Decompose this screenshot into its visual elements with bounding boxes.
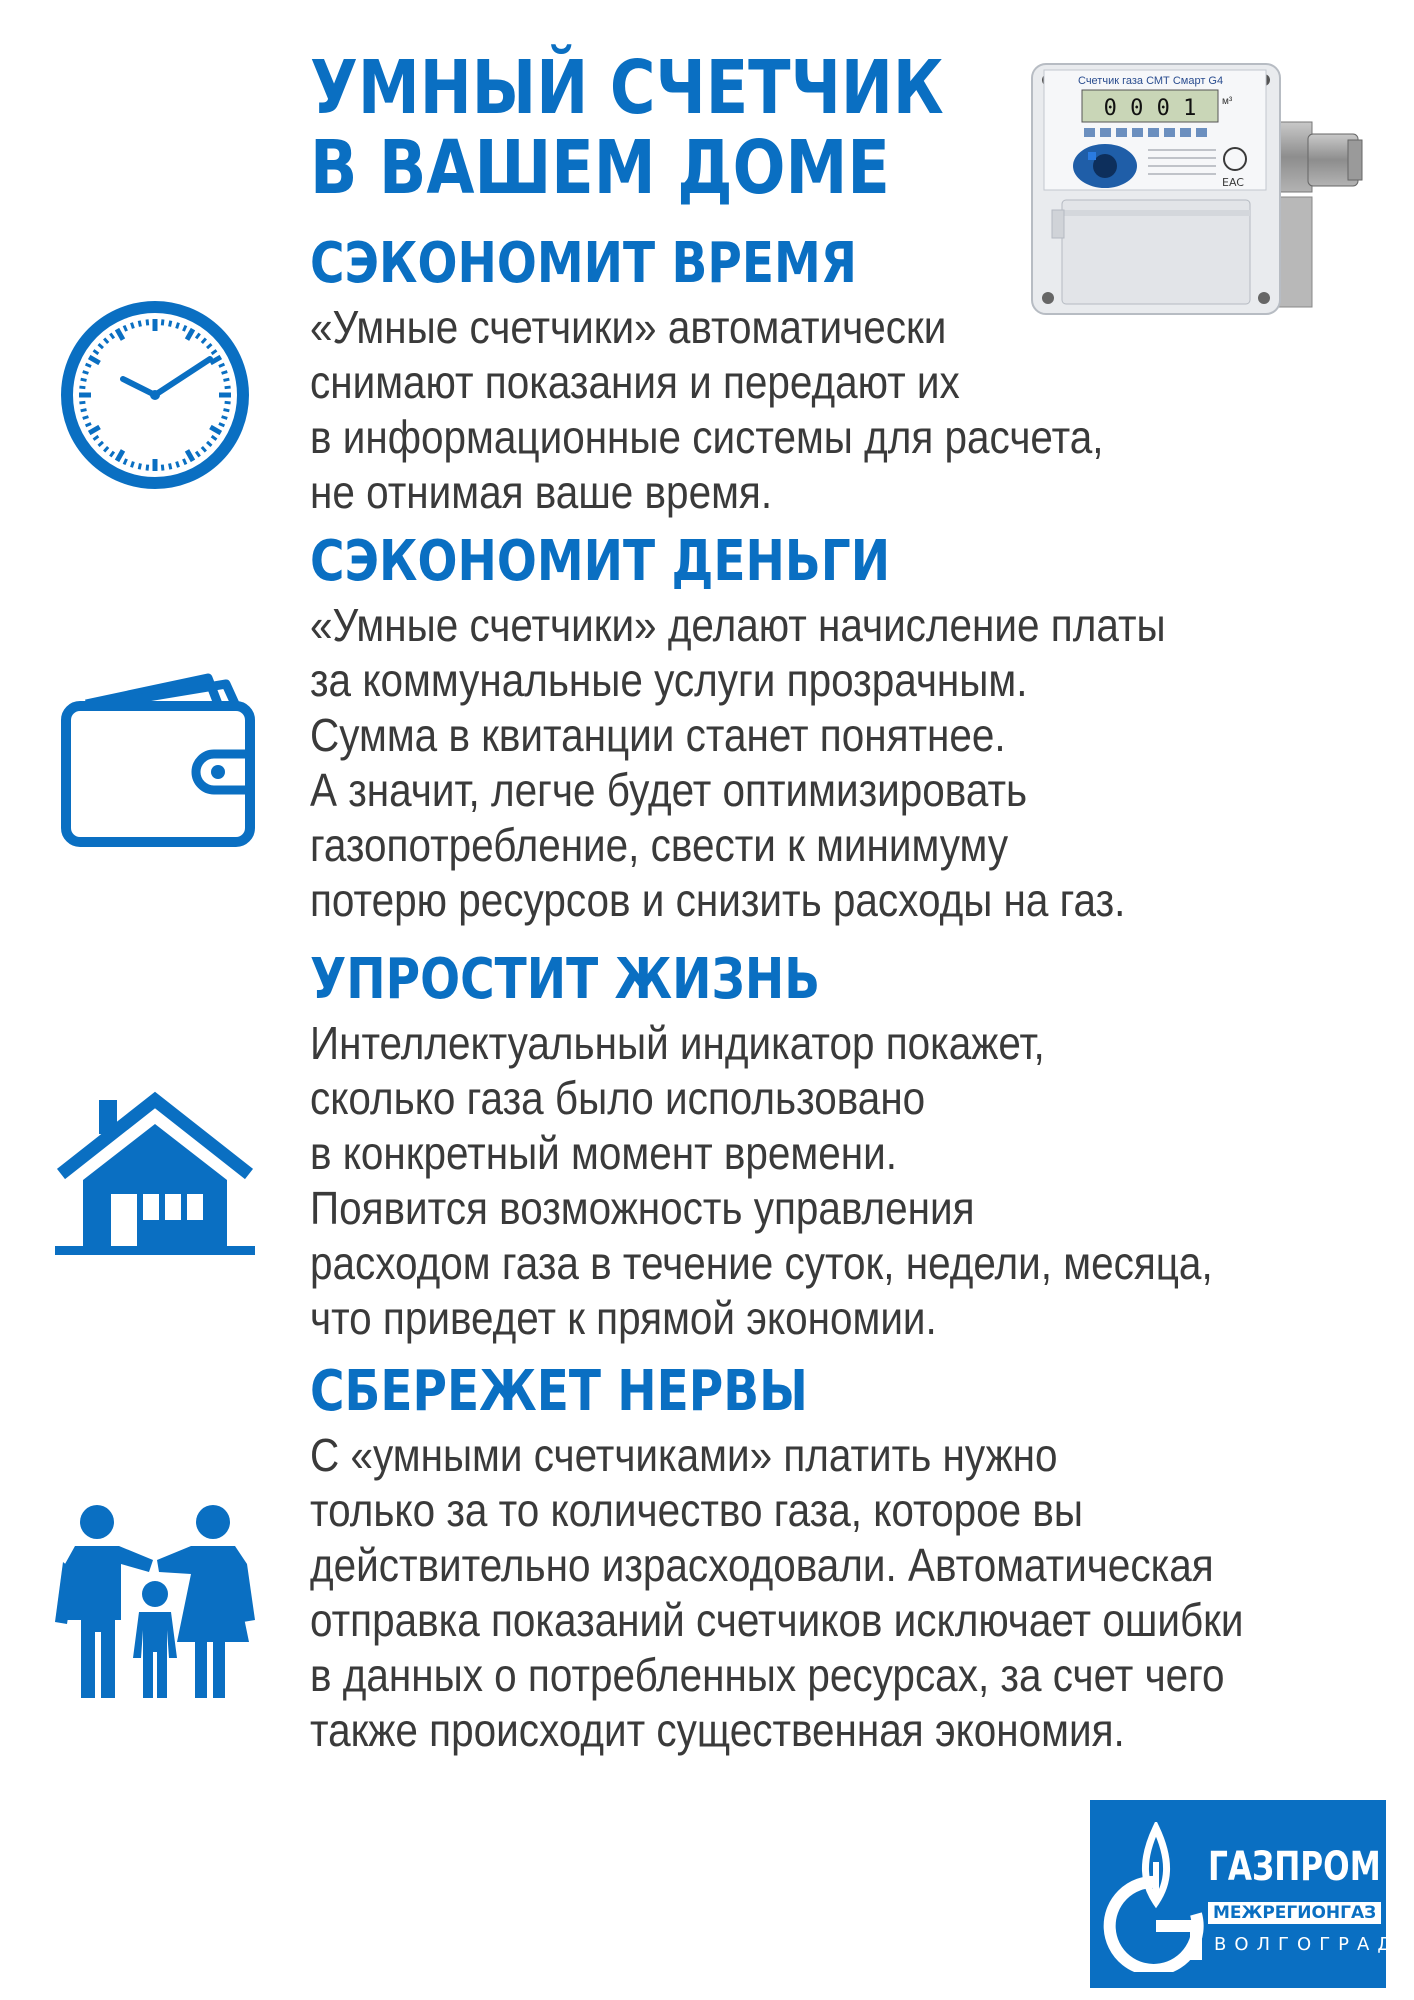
section-heading: УПРОСТИТ ЖИЗНЬ: [310, 947, 821, 1012]
wallet-icon: [58, 672, 258, 852]
clock-tick: [196, 452, 200, 457]
clock-tick: [124, 459, 126, 464]
clock-tick: [162, 465, 163, 471]
clock-tick: [202, 447, 206, 451]
title-line-1: УМНЫЙ СЧЕТЧИК: [310, 45, 944, 131]
clock-tick: [170, 321, 171, 327]
title-line-2: В ВАШЕМ ДОМЕ: [310, 125, 890, 211]
clock-tick: [219, 364, 224, 366]
clock-tick: [207, 344, 211, 348]
meter-display: 0 0 0 1: [1103, 96, 1197, 121]
clock-tick: [117, 329, 123, 339]
section-text-line: что приведет к прямой экономии.: [310, 1292, 937, 1344]
clock-tick: [110, 452, 114, 457]
clock-tick: [89, 357, 99, 363]
section-save-nerves: [310, 1360, 1371, 1758]
logo-brand: ГАЗПРОМ: [1208, 1844, 1381, 1890]
clock-tick: [147, 465, 148, 471]
clock-tick: [212, 350, 217, 354]
clock-tick: [79, 402, 85, 403]
clock-tick: [223, 410, 229, 411]
clock-tick: [104, 447, 108, 451]
section-text-line: потерю ресурсов и снизить расходы на газ.: [310, 874, 1126, 926]
clock-tick: [225, 402, 231, 403]
section-save-money: [310, 530, 1282, 928]
section-text-line: в конкретный момент времени.: [310, 1127, 897, 1179]
meter-unit: м³: [1222, 96, 1233, 107]
gazprom-logo: [1090, 1800, 1400, 1988]
clock-tick: [219, 423, 224, 425]
clock-tick: [124, 326, 126, 331]
clock-tick: [89, 427, 99, 433]
section-heading: СБЕРЕЖЕТ НЕРВЫ: [310, 1359, 808, 1424]
logo-city: ВОЛГОГРАД: [1214, 1934, 1400, 1955]
clock-tick: [177, 323, 179, 329]
section-text-line: С «умными счетчиками» платить нужно: [310, 1429, 1058, 1481]
clock-tick: [99, 344, 103, 348]
section-text-line: Сумма в квитанции станет понятнее.: [310, 709, 1006, 761]
clock-tick: [177, 462, 179, 468]
section-text-line: «Умные счетчики» делают начисление платы: [310, 599, 1166, 651]
clock-tick: [187, 329, 193, 339]
section-text-line: сколько газа было использовано: [310, 1072, 926, 1124]
clock-tick: [162, 319, 163, 325]
clock-tick: [132, 462, 134, 468]
page-title: [310, 45, 944, 211]
section-text-line: снимают показания и передают их: [310, 356, 960, 408]
clock-tick: [99, 442, 103, 446]
clock-tick: [94, 350, 99, 354]
section-text-line: также происходит существенная экономия.: [310, 1704, 1125, 1756]
section-text-line: расходом газа в течение суток, недели, месяца,: [310, 1237, 1213, 1289]
clock-tick: [81, 379, 87, 380]
section-text-line: А значит, легче будет оптимизировать: [310, 764, 1028, 816]
clock-tick: [210, 427, 220, 433]
meter-label: Счетчик газа СМТ Смарт G4: [1078, 75, 1224, 87]
clock-tick: [86, 423, 91, 425]
section-text-line: Интеллектуальный индикатор покажет,: [310, 1017, 1045, 1069]
clock-tick: [139, 463, 140, 469]
clock-tick: [170, 463, 171, 469]
section-text-line: отправка показаний счетчиков исключает ошибки: [310, 1594, 1244, 1646]
clock-tick: [183, 326, 185, 331]
clock-tick: [83, 417, 89, 419]
gas-flame-logo-icon: [1100, 1822, 1212, 1972]
clock-tick: [83, 372, 89, 374]
clock-tick: [222, 372, 228, 374]
clock-tick: [212, 436, 217, 440]
logo-subtitle: МЕЖРЕГИОНГАЗ: [1208, 1902, 1381, 1924]
section-save-time: [310, 232, 1212, 520]
clock-tick: [94, 436, 99, 440]
clock-tick: [104, 339, 108, 343]
clock-tick: [117, 450, 123, 460]
family-icon: [55, 1502, 255, 1702]
clock-tick: [196, 334, 200, 339]
clock-tick: [183, 459, 185, 464]
clock-tick: [207, 442, 211, 446]
eac-mark: EAC: [1222, 176, 1244, 189]
clock-tick: [132, 323, 134, 329]
section-text-line: «Умные счетчики» автоматически: [310, 301, 947, 353]
clock-icon: [55, 295, 255, 495]
clock-tick: [139, 321, 140, 327]
clock-tick: [147, 319, 148, 325]
clock-tick: [202, 339, 206, 343]
section-text-line: только за то количество газа, которое вы: [310, 1484, 1083, 1536]
section-text-line: в информационные системы для расчета,: [310, 411, 1104, 463]
clock-tick: [223, 379, 229, 380]
clock-tick: [187, 450, 193, 460]
section-text-line: не отнимая ваше время.: [310, 466, 773, 518]
section-text-line: Появится возможность управления: [310, 1182, 975, 1234]
clock-tick: [86, 364, 91, 366]
clock-tick: [79, 387, 85, 388]
section-text-line: газопотребление, свести к минимуму: [310, 819, 1009, 871]
clock-tick: [222, 417, 228, 419]
section-simplify-life: [310, 948, 1336, 1346]
section-text-line: за коммунальные услуги прозрачным.: [310, 654, 1028, 706]
clock-tick: [110, 334, 114, 339]
clock-tick: [81, 410, 87, 411]
clock-tick: [225, 387, 231, 388]
house-icon: [55, 1090, 255, 1260]
section-text-line: действительно израсходовали. Автоматическая: [310, 1539, 1214, 1591]
section-heading: СЭКОНОМИТ ВРЕМЯ: [310, 231, 857, 296]
section-text-line: в данных о потребленных ресурсах, за счет чего: [310, 1649, 1225, 1701]
section-heading: СЭКОНОМИТ ДЕНЬГИ: [310, 529, 891, 594]
